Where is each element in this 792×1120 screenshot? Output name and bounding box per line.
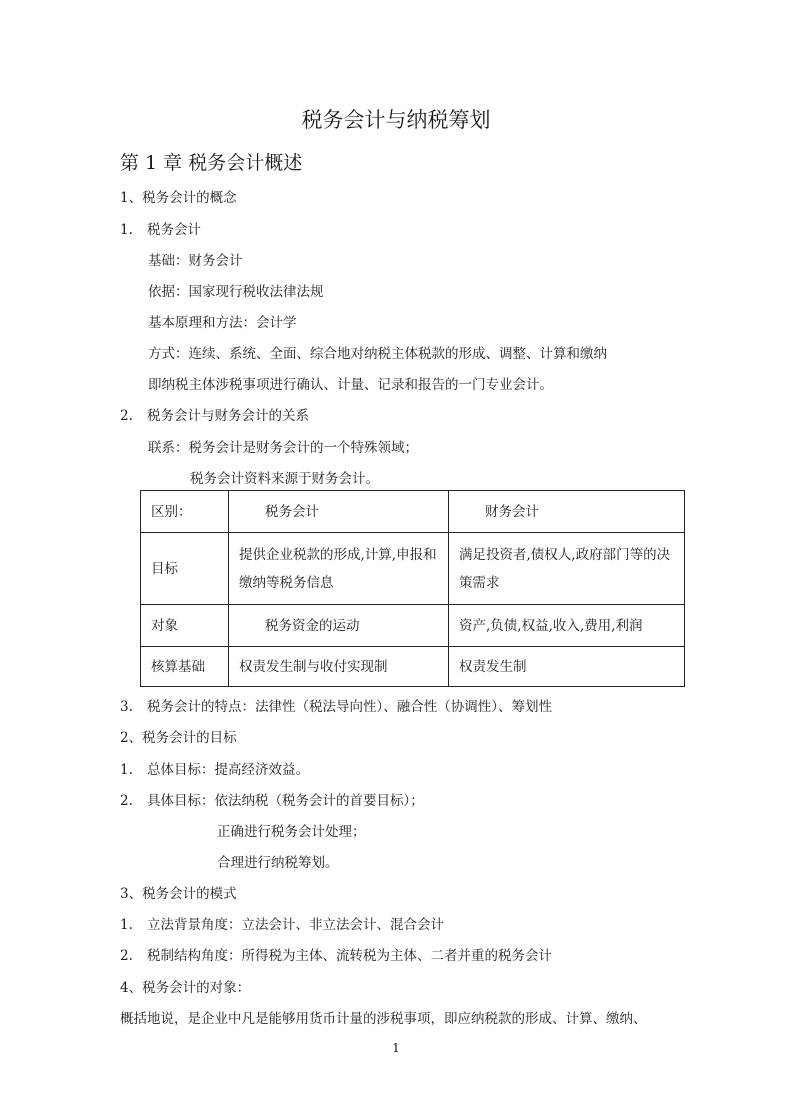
list-item [120, 404, 309, 424]
list-item-label: 税务会计 [147, 222, 201, 238]
table-row [141, 533, 685, 605]
list-item-label: 税制结构角度：所得税为主体、流转税为主体、二者并重的税务会计 [147, 948, 552, 964]
table-cell: 权责发生制 [449, 647, 685, 687]
paragraph-line: 联系：税务会计是财务会计的一个特殊领域； [148, 440, 418, 456]
list-number: 2. [120, 408, 133, 424]
paragraph-line: 正确进行税务会计处理； [217, 824, 366, 840]
list-number: 2. [120, 793, 133, 809]
list-item [120, 695, 552, 715]
table-row [141, 605, 685, 647]
table-header-cell: 区别： [141, 491, 229, 533]
paragraph-line: 方式：连续、系统、全面、综合地对纳税主体税款的形成、调整、计算和缴纳 [148, 346, 607, 362]
paragraph-line: 基本原理和方法：会计学 [148, 315, 297, 331]
paragraph-line: 合理进行纳税筹划。 [217, 855, 339, 871]
table-cell: 对象 [141, 605, 229, 647]
table-header-cell: 税务会计 [229, 491, 449, 533]
list-number: 1. [120, 762, 133, 778]
list-item [120, 758, 309, 778]
section-heading-1: 1、税务会计的概念 [120, 190, 237, 206]
list-item-label: 总体目标：提高经济效益。 [147, 762, 309, 778]
page-number: 1 [392, 1041, 400, 1055]
list-item-label: 具体目标：依法纳税（税务会计的首要目标）； [147, 793, 424, 809]
list-number: 1. [120, 917, 133, 933]
list-number: 1. [120, 222, 133, 238]
list-number: 3. [120, 699, 133, 715]
list-item [120, 218, 201, 238]
list-item [120, 789, 424, 809]
table-cell: 资产,负债,权益,收入,费用,利润 [449, 605, 685, 647]
list-item-label: 税务会计与财务会计的关系 [147, 408, 309, 424]
table-cell: 满足投资者,债权人,政府部门等的决策需求 [449, 533, 685, 605]
table-row [141, 647, 685, 687]
paragraph-line: 概括地说，是企业中凡是能够用货币计量的涉税事项，即应纳税款的形成、计算、缴纳、 [120, 1011, 647, 1027]
table-cell: 提供企业税款的形成,计算,申报和缴纳等税务信息 [229, 533, 449, 605]
paragraph-line: 税务会计资料来源于财务会计。 [190, 471, 379, 487]
table-header-cell: 财务会计 [449, 491, 685, 533]
table-cell: 税务资金的运动 [229, 605, 449, 647]
chapter-heading: 第 1 章 税务会计概述 [120, 152, 303, 174]
table-cell: 目标 [141, 533, 229, 605]
section-heading-4: 4、税务会计的对象： [120, 980, 251, 996]
paragraph-line: 依据：国家现行税收法律法规 [148, 284, 324, 300]
document-title: 税务会计与纳税筹划 [301, 108, 491, 132]
table-header-row [141, 491, 685, 533]
table-cell: 核算基础 [141, 647, 229, 687]
list-item [120, 913, 444, 933]
section-heading-2: 2、税务会计的目标 [120, 730, 237, 746]
table-cell: 权责发生制与收付实现制 [229, 647, 449, 687]
section-heading-3: 3、税务会计的模式 [120, 886, 237, 902]
list-item-label: 立法背景角度：立法会计、非立法会计、混合会计 [147, 917, 444, 933]
paragraph-line: 基础：财务会计 [148, 253, 243, 269]
list-item-label: 税务会计的特点：法律性（税法导向性）、融合性（协调性）、筹划性 [147, 699, 552, 715]
list-number: 2. [120, 948, 133, 964]
list-item [120, 944, 552, 964]
comparison-table [140, 490, 685, 687]
paragraph-line: 即纳税主体涉税事项进行确认、计量、记录和报告的一门专业会计。 [148, 377, 553, 393]
